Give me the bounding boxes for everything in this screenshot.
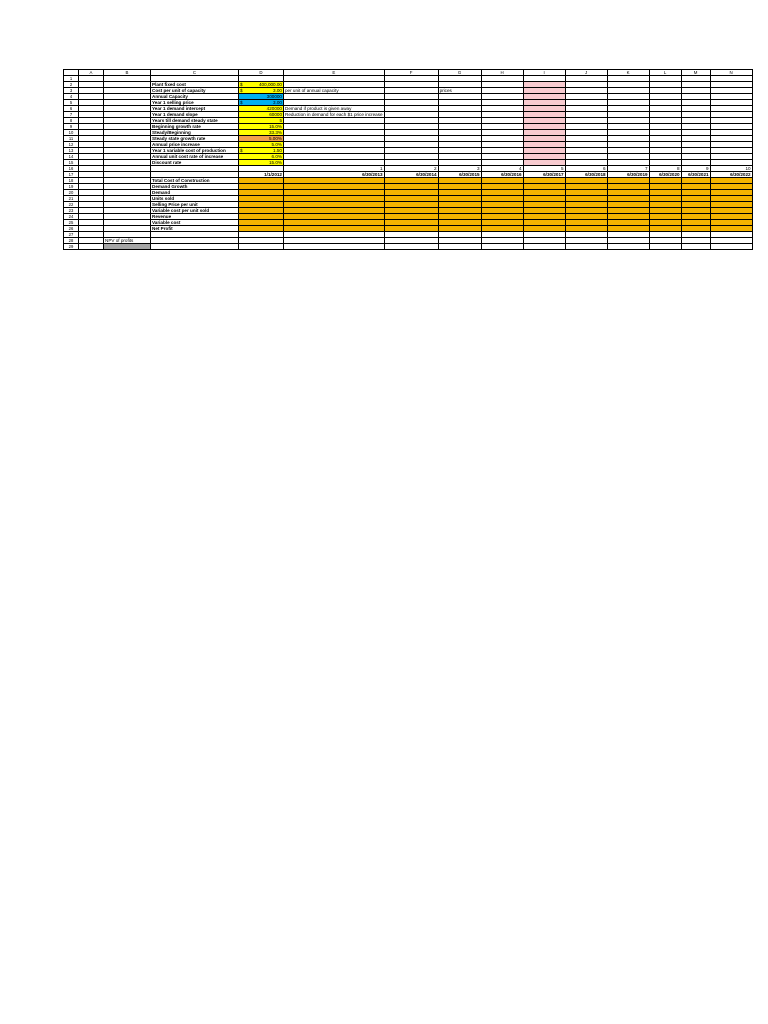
model-row-label: Revenue	[151, 214, 239, 220]
column-header[interactable]: L	[649, 70, 681, 76]
spreadsheet-grid	[63, 69, 753, 250]
column-header[interactable]: M	[681, 70, 710, 76]
cell[interactable]	[481, 244, 523, 250]
period-date[interactable]: 6/30/2014	[384, 172, 438, 178]
period-date[interactable]: 6/30/2015	[438, 172, 481, 178]
input-value: 420000	[266, 106, 282, 111]
row-header[interactable]: 9	[64, 124, 79, 130]
input-label: Year 1 selling price	[151, 100, 239, 106]
row-header[interactable]: 18	[64, 178, 79, 184]
input-label: Year 1 demand intercept	[151, 106, 239, 112]
row-header[interactable]: 28	[64, 238, 79, 244]
currency-symbol: $	[240, 82, 243, 87]
row-header[interactable]: 26	[64, 226, 79, 232]
input-value: 33.3%	[268, 130, 282, 135]
input-value: 3.00	[273, 100, 282, 105]
input-label: Cost per unit of capacity	[151, 88, 239, 94]
period-date[interactable]: 6/30/2017	[523, 172, 565, 178]
input-value: 15.0%	[268, 124, 282, 129]
currency-symbol: $	[240, 100, 243, 105]
period-date[interactable]: 1/1/2012	[239, 172, 284, 178]
sheet-row	[64, 244, 753, 250]
input-label: Years till demand steady state	[151, 118, 239, 124]
input-label: Steady/Beginning	[151, 130, 239, 136]
model-row-label: Net Profit	[151, 226, 239, 232]
column-header[interactable]: G	[438, 70, 481, 76]
cell[interactable]	[438, 244, 481, 250]
cell[interactable]	[649, 244, 681, 250]
input-value: 400,000.00	[259, 82, 282, 87]
npv-label: NPV of profits	[104, 238, 151, 244]
input-value: 60000	[269, 112, 282, 117]
year-number[interactable]: 4	[481, 166, 523, 172]
input-note[interactable]: Reduction in demand for each $1 price increase	[285, 112, 383, 117]
period-date[interactable]: 6/30/2021	[681, 172, 710, 178]
input-value: 1.50	[273, 148, 282, 153]
row-header[interactable]: 10	[64, 130, 79, 136]
cell[interactable]	[384, 244, 438, 250]
input-note[interactable]: per unit of annual capacity	[284, 88, 385, 94]
cell[interactable]	[607, 244, 649, 250]
row-header[interactable]: 24	[64, 214, 79, 220]
input-label: Steady state growth rate	[151, 136, 239, 142]
input-value: 6.0%	[271, 154, 282, 159]
input-label: Year 1 demand slope	[151, 112, 239, 118]
row-header[interactable]: 4	[64, 94, 79, 100]
row-header[interactable]: 11	[64, 136, 79, 142]
row-header[interactable]: 7	[64, 112, 79, 118]
currency-symbol: $	[240, 148, 243, 153]
year-number[interactable]: 6	[565, 166, 607, 172]
year-number[interactable]: 2	[384, 166, 438, 172]
input-label: Annual unit cost rate of increase	[151, 154, 239, 160]
input-label: Beginning growth rate	[151, 124, 239, 130]
year-number[interactable]: 8	[649, 166, 681, 172]
row-header[interactable]: 16	[64, 166, 79, 172]
year-number[interactable]: 10	[710, 166, 752, 172]
cell[interactable]	[681, 244, 710, 250]
input-value: 3.00	[273, 88, 282, 93]
period-date[interactable]: 6/30/2020	[649, 172, 681, 178]
cell[interactable]	[151, 244, 239, 250]
row-header[interactable]: 27	[64, 232, 79, 238]
column-header[interactable]: E	[284, 70, 385, 76]
input-label: Annual price increase	[151, 142, 239, 148]
npv-result-cell[interactable]	[104, 244, 151, 250]
column-header[interactable]: F	[384, 70, 438, 76]
row-header[interactable]: 22	[64, 202, 79, 208]
input-value: 5.00%	[268, 136, 282, 141]
row-header[interactable]: 15	[64, 160, 79, 166]
row-header[interactable]: 23	[64, 208, 79, 214]
row-header[interactable]: 8	[64, 118, 79, 124]
model-row-label: Variable cost	[151, 220, 239, 226]
cell[interactable]	[710, 244, 752, 250]
row-header[interactable]: 17	[64, 172, 79, 178]
row-header[interactable]: 3	[64, 88, 79, 94]
column-header[interactable]: J	[565, 70, 607, 76]
year-number[interactable]: 7	[607, 166, 649, 172]
input-label: Discount rate	[151, 160, 239, 166]
column-header[interactable]: A	[79, 70, 104, 76]
year-number[interactable]: 9	[681, 166, 710, 172]
input-value: 5	[279, 118, 282, 123]
year-number[interactable]: 5	[523, 166, 565, 172]
column-header[interactable]: I	[523, 70, 565, 76]
column-header[interactable]: H	[481, 70, 523, 76]
input-note[interactable]: Demand if product is given away	[284, 106, 385, 112]
row-header[interactable]: 2	[64, 82, 79, 88]
row-header[interactable]: 21	[64, 196, 79, 202]
model-row-label: Demand Growth	[151, 184, 239, 190]
year-number[interactable]: 3	[438, 166, 481, 172]
row-header[interactable]: 6	[64, 106, 79, 112]
cell[interactable]	[79, 244, 104, 250]
period-date[interactable]: 6/30/2022	[710, 172, 752, 178]
input-label: Plant fixed cost	[151, 82, 239, 88]
period-date[interactable]: 6/30/2016	[481, 172, 523, 178]
input-label: Year 1 variable cost of production	[151, 148, 239, 154]
column-header[interactable]: D	[239, 70, 284, 76]
period-date[interactable]: 6/30/2018	[565, 172, 607, 178]
model-row-label: Total Cost of Construction	[151, 178, 239, 184]
year-number[interactable]: 1	[284, 166, 385, 172]
row-header[interactable]: 25	[64, 220, 79, 226]
model-row-label: Selling Price per unit	[151, 202, 239, 208]
period-date[interactable]: 6/30/2019	[607, 172, 649, 178]
model-row-label: Demand	[151, 190, 239, 196]
input-label: Annual Capacity	[151, 94, 239, 100]
model-row-label: Units sold	[151, 196, 239, 202]
cell[interactable]	[284, 244, 385, 250]
input-note[interactable]: prices	[438, 88, 481, 94]
column-header[interactable]: B	[104, 70, 151, 76]
row-header[interactable]: 19	[64, 184, 79, 190]
column-header[interactable]: K	[607, 70, 649, 76]
row-header[interactable]: 29	[64, 244, 79, 250]
cell[interactable]	[565, 244, 607, 250]
currency-symbol: $	[240, 88, 243, 93]
row-header[interactable]: 13	[64, 148, 79, 154]
cell[interactable]	[239, 244, 284, 250]
cell[interactable]	[523, 244, 565, 250]
column-header[interactable]: N	[710, 70, 752, 76]
period-date[interactable]: 6/30/2013	[284, 172, 385, 178]
input-value: 300000	[266, 94, 282, 99]
input-value: 15.0%	[268, 160, 282, 165]
input-value: 5.0%	[271, 142, 282, 147]
row-header[interactable]: 20	[64, 190, 79, 196]
row-header[interactable]: 1	[64, 76, 79, 82]
row-header[interactable]: 5	[64, 100, 79, 106]
model-row-label: Variable cost per unit sold	[151, 208, 239, 214]
row-header[interactable]: 14	[64, 154, 79, 160]
row-header[interactable]: 12	[64, 142, 79, 148]
column-header[interactable]: C	[151, 70, 239, 76]
